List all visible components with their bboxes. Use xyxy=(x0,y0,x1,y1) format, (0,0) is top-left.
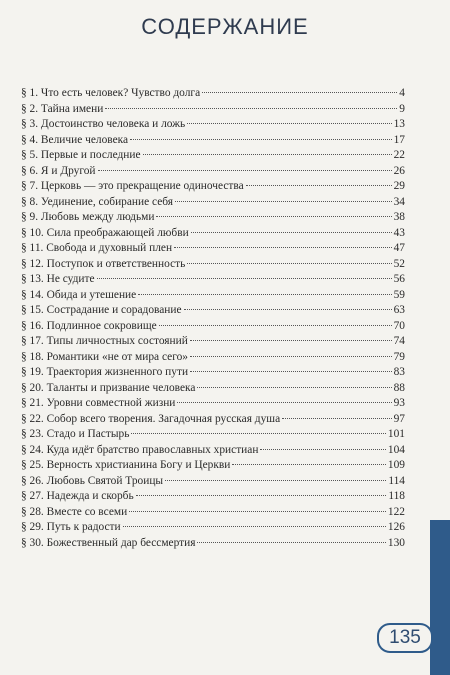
toc-entry-page: 43 xyxy=(393,226,405,239)
toc-entry xyxy=(21,210,405,226)
toc-entry-title: § 7. Церковь — это прекращение одиночества xyxy=(21,180,244,193)
dot-leader xyxy=(130,139,392,140)
toc-entry-page: 79 xyxy=(393,350,405,363)
dot-leader xyxy=(129,511,386,512)
toc-entry-page: 52 xyxy=(393,257,405,270)
dot-leader xyxy=(190,356,392,357)
toc-entry-page: 118 xyxy=(388,490,405,503)
toc-entry xyxy=(21,350,405,366)
dot-leader xyxy=(187,263,391,264)
toc-entry xyxy=(21,257,405,273)
toc-entry-title: § 19. Траектория жизненного пути xyxy=(21,366,189,379)
toc-entry xyxy=(21,133,405,149)
toc-entry-page: 38 xyxy=(393,211,405,224)
dot-leader xyxy=(165,480,386,481)
toc-entry-title: § 2. Тайна имени xyxy=(21,102,104,115)
toc-entry-page: 109 xyxy=(387,459,405,472)
toc-entry-title: § 23. Стадо и Пастырь xyxy=(21,428,130,441)
toc-entry xyxy=(21,489,405,505)
toc-entry-title: § 11. Свобода и духовный плен xyxy=(21,242,173,255)
toc-entry-title: § 3. Достоинство человека и ложь xyxy=(21,118,186,131)
chapter-edge-tab xyxy=(430,520,450,675)
dot-leader xyxy=(98,170,392,171)
dot-leader xyxy=(156,216,391,217)
toc-entry xyxy=(21,319,405,335)
toc-entry-title: § 24. Куда идёт братство православных христиан xyxy=(21,443,259,456)
toc-entry xyxy=(21,427,405,443)
toc-entry-page: 17 xyxy=(393,133,405,146)
toc-entry-page: 126 xyxy=(387,521,405,534)
toc-entry xyxy=(21,179,405,195)
dot-leader xyxy=(136,495,387,496)
dot-leader xyxy=(197,542,385,543)
dot-leader xyxy=(131,433,386,434)
toc-entry xyxy=(21,148,405,164)
toc-entry-title: § 9. Любовь между людьми xyxy=(21,211,155,224)
dot-leader xyxy=(184,309,392,310)
toc-entry-page: 83 xyxy=(393,366,405,379)
dot-leader xyxy=(159,325,392,326)
dot-leader xyxy=(260,449,385,450)
toc-entry xyxy=(21,288,405,304)
toc-entry-title: § 1. Что есть человек? Чувство долга xyxy=(21,87,201,99)
dot-leader xyxy=(232,464,386,465)
dot-leader xyxy=(175,201,392,202)
dot-leader xyxy=(187,123,391,124)
toc-entry xyxy=(21,303,405,319)
toc-entry-page: 101 xyxy=(387,428,405,441)
toc-entry-title: § 18. Романтики «не от мира сего» xyxy=(21,350,188,363)
dot-leader xyxy=(190,371,392,372)
dot-leader xyxy=(138,294,391,295)
toc-entry-title: § 10. Сила преображающей любви xyxy=(21,226,189,239)
page-number: 135 xyxy=(377,623,433,653)
toc-entry-page: 13 xyxy=(393,118,405,131)
toc-entry xyxy=(21,117,405,133)
toc-entry-page: 122 xyxy=(387,505,405,518)
toc-entry xyxy=(21,381,405,397)
toc-entry-page: 47 xyxy=(393,242,405,255)
toc-entry-page: 29 xyxy=(393,180,405,193)
dot-leader xyxy=(246,185,392,186)
toc-entry-page: 63 xyxy=(393,304,405,317)
toc-entry-title: § 16. Подлинное сокровище xyxy=(21,319,157,332)
toc-entry xyxy=(21,443,405,459)
dot-leader xyxy=(174,247,392,248)
toc-entry-title: § 12. Поступок и ответственность xyxy=(21,257,186,270)
toc-entry-page: 88 xyxy=(393,381,405,394)
toc-entry-page: 104 xyxy=(387,443,405,456)
dot-leader xyxy=(123,526,386,527)
toc-entry-page: 4 xyxy=(399,87,405,99)
toc-entry-page: 74 xyxy=(393,335,405,348)
toc-entry-page: 56 xyxy=(393,273,405,286)
toc-entry xyxy=(21,520,405,536)
toc-entry xyxy=(21,272,405,288)
toc-entry-title: § 13. Не судите xyxy=(21,273,95,286)
dot-leader xyxy=(197,387,391,388)
dot-leader xyxy=(97,278,392,279)
toc-entry-title: § 15. Сострадание и сорадование xyxy=(21,304,182,317)
toc-entry-title: § 30. Божественный дар бессмертия xyxy=(21,536,196,549)
toc-entry-title: § 8. Уединение, собирание себя xyxy=(21,195,174,208)
toc-entry xyxy=(21,474,405,490)
toc-entry xyxy=(21,412,405,428)
toc-entry-page: 34 xyxy=(393,195,405,208)
toc-entry-page: 59 xyxy=(393,288,405,301)
toc-entry-page: 130 xyxy=(387,536,405,549)
dot-leader xyxy=(190,340,392,341)
toc-entry xyxy=(21,102,405,118)
toc-entry xyxy=(21,365,405,381)
toc-entry xyxy=(21,334,405,350)
dot-leader xyxy=(191,232,392,233)
toc-entry-title: § 26. Любовь Святой Троицы xyxy=(21,474,164,487)
toc-entry xyxy=(21,195,405,211)
toc-entry xyxy=(21,536,405,552)
toc-entry-page: 114 xyxy=(388,474,405,487)
toc-entry-page: 97 xyxy=(393,412,405,425)
toc-entry-page: 22 xyxy=(393,149,405,162)
dot-leader xyxy=(282,418,391,419)
toc-entry xyxy=(21,241,405,257)
toc-entry-title: § 22. Собор всего творения. Загадочная русская душа xyxy=(21,412,281,425)
toc-entry-title: § 21. Уровни совместной жизни xyxy=(21,397,176,410)
toc-entry-title: § 29. Путь к радости xyxy=(21,521,121,534)
toc-entry xyxy=(21,396,405,412)
toc-entry-title: § 28. Вместе со всеми xyxy=(21,505,128,518)
page-title: СОДЕРЖАНИЕ xyxy=(141,14,309,39)
dot-leader xyxy=(143,154,392,155)
toc-entry-page: 26 xyxy=(393,164,405,177)
dot-leader xyxy=(177,402,391,403)
toc-entry xyxy=(21,86,405,102)
toc-entry-page: 9 xyxy=(399,102,405,115)
toc-entry-title: § 6. Я и Другой xyxy=(21,164,96,177)
toc-entry xyxy=(21,458,405,474)
toc-entry-page: 70 xyxy=(393,319,405,332)
dot-leader xyxy=(202,92,397,93)
table-of-contents xyxy=(21,86,405,551)
dot-leader xyxy=(105,108,397,109)
toc-entry-title: § 27. Надежда и скорбь xyxy=(21,490,134,503)
toc-entry-title: § 14. Обида и утешение xyxy=(21,288,137,301)
toc-entry-title: § 5. Первые и последние xyxy=(21,149,141,162)
toc-entry-title: § 4. Величие человека xyxy=(21,133,129,146)
toc-entry-title: § 20. Таланты и призвание человека xyxy=(21,381,196,394)
toc-entry-page: 93 xyxy=(393,397,405,410)
toc-entry xyxy=(21,164,405,180)
toc-entry-title: § 25. Верность христианина Богу и Церкви xyxy=(21,459,231,472)
toc-entry xyxy=(21,226,405,242)
toc-entry-title: § 17. Типы личностных состояний xyxy=(21,335,188,348)
toc-entry xyxy=(21,505,405,521)
